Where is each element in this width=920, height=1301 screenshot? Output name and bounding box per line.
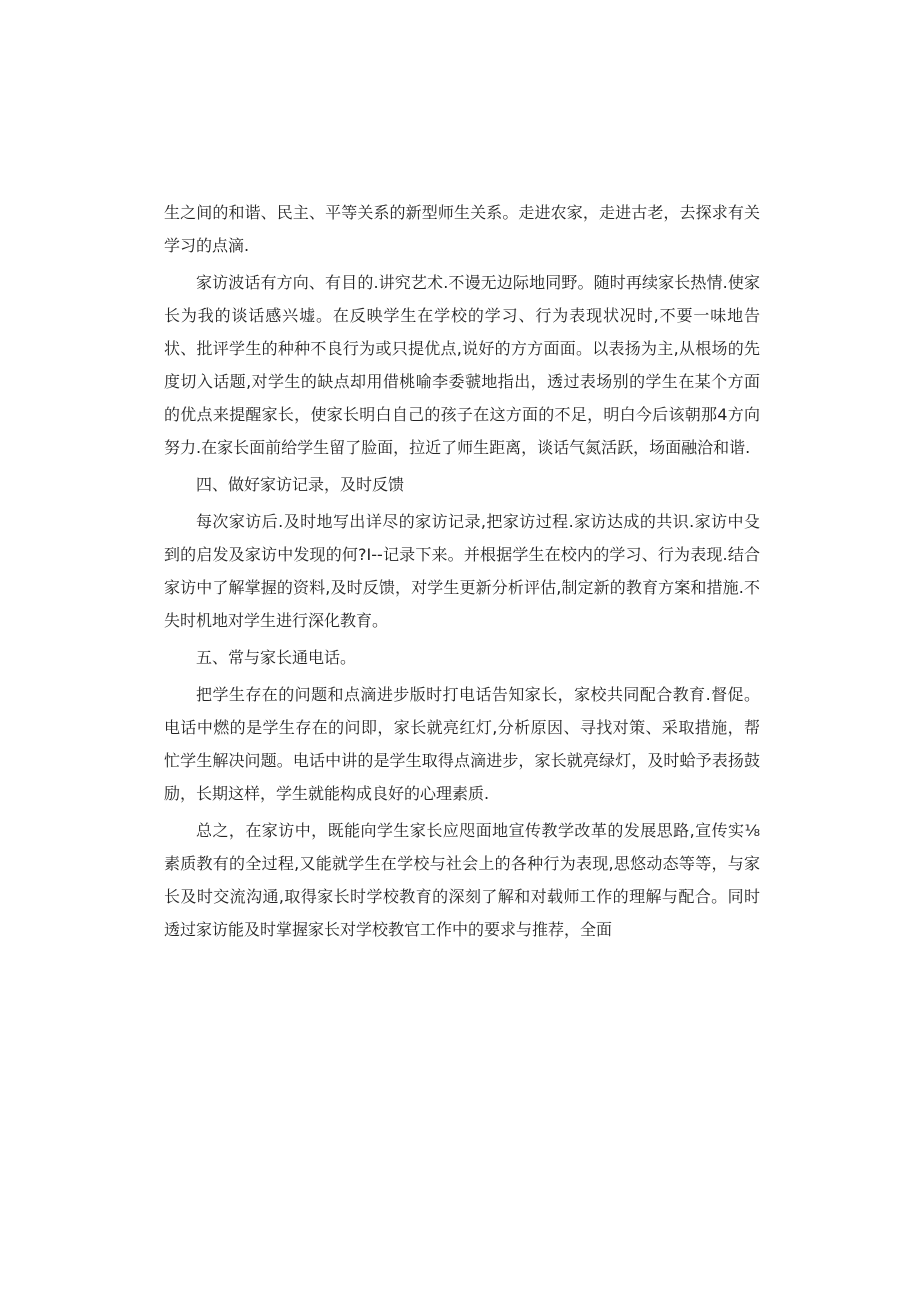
section-heading-five: 五、常与家长通电话。 xyxy=(196,648,357,667)
paragraph-continuation: 生之间的和谐、民主、平等关系的新型师生关系。走进农家，走进古老，去探求有关学习的点滴. xyxy=(164,203,760,255)
paragraph-conclusion: 总之，在家访中，既能向学生家长应咫面地宣传教学改革的发展思路,宣传实⅛素质教有的全过程,又能就学生在学校与社会上的各种行为表现,思悠动态等等，与家长及时交流沟通,取得家长时学校教育的深刻了解和对载师工作的理解与配合。同时透过家访能及时掌握家长对学校教官工作中的要求与推荐，全面 xyxy=(164,821,760,939)
paragraph-home-visit-conversation: 家访波话有方向、有目的.讲究艺术.不谩无边际地同野。随时再续家长热情.使家长为我的谈话感兴墟。在反映学生在学校的学习、行为表现状况时,不要一味地告状、批评学生的种种不良行为或只提优点,说好的方方面面。以表扬为主,从根场的先度切入话题,对学生的缺点却用借桃喻李委虢地指出，透过表场别的学生在某个方面的优点来提醒家长，使家长明白自己的孩子在这方面的不足，明白今后该朝那4方向努力.在家长面前给学生留了脸面，拉近了师生距离，谈话气氮活跃，场面融洽和谐. xyxy=(164,273,760,457)
paragraph-home-visit-records: 每次家访后.及时地写出详尽的家访记录,把家访过程.家访达成的共识.家访中殳到的启发及家访中发现的何?I--记录下来。并根据学生在校内的学习、行为表现.结合家访中了解掌握的资料,及时反馈，对学生更新分析评估,制定新的教育方案和措施.不失时机地对学生进行深化教育。 xyxy=(164,512,760,630)
paragraph-phone-calls: 把学生存在的问题和点滴进步版时打电话告知家长，家校共同配合教育.督促。电话中燃的是学生存在的问即，家长就亮红灯,分析原因、寻找对策、采取措施，帮忙学生解决问题。电话中讲的是学生取得点滴进步，家长就亮绿灯，及时蛤予表扬鼓励，长期这样，学生就能构成良好的心理素质. xyxy=(164,685,760,803)
document-body xyxy=(164,196,760,950)
section-heading-four: 四、做好家访记录，及时反馈 xyxy=(196,475,405,494)
